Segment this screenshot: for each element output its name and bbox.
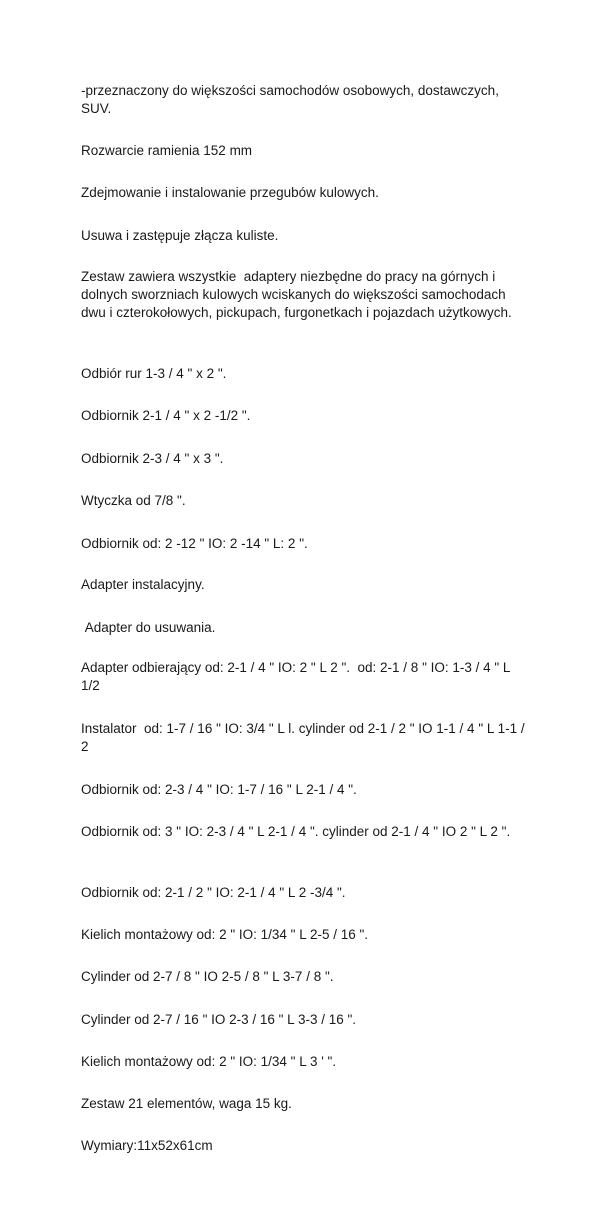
paragraph-item-3: Odbiornik 2-3 / 4 " x 3 ".	[81, 451, 224, 466]
paragraph-kit-summary: Zestaw 21 elementów, waga 15 kg.	[81, 1096, 292, 1111]
paragraph-item-5: Odbiornik od: 2 -12 " IO: 2 -14 " L: 2 ".	[81, 536, 308, 551]
paragraph-kit-contents: Zestaw zawiera wszystkie adaptery niezbędne do pracy na górnych i dolnych sworzniach kulowych wciskanych do większości samochodach dwu i czterokołowych, pickupach, furgonetkach i pojazdach użytkowych.	[81, 269, 512, 320]
paragraph-removal-install: Zdejmowanie i instalowanie przegubów kulowych.	[81, 185, 379, 200]
paragraph-dimensions: Wymiary:11x52x61cm	[81, 1138, 213, 1153]
paragraph-item-4: Wtyczka od 7/8 ".	[81, 493, 186, 508]
paragraph-item-15: Cylinder od 2-7 / 16 " IO 2-3 / 16 " L 3-3 / 16 ".	[81, 1012, 357, 1027]
paragraph-purpose: -przeznaczony do większości samochodów osobowych, dostawczych, SUV.	[81, 83, 503, 116]
paragraph-replaces-joints: Usuwa i zastępuje złącza kuliste.	[81, 228, 279, 243]
paragraph-item-2: Odbiornik 2-1 / 4 " x 2 -1/2 ".	[81, 408, 251, 423]
paragraph-item-10: Odbiornik od: 2-3 / 4 " IO: 1-7 / 16 " L 2-1 / 4 ".	[81, 782, 357, 797]
paragraph-item-13: Kielich montażowy od: 2 " IO: 1/34 " L 2-5 / 16 ".	[81, 927, 369, 942]
paragraph-item-12: Odbiornik od: 2-1 / 2 " IO: 2-1 / 4 " L 2 -3/4 ".	[81, 885, 346, 900]
paragraph-item-1: Odbiór rur 1-3 / 4 " x 2 ".	[81, 366, 227, 381]
paragraph-item-16: Kielich montażowy od: 2 " IO: 1/34 " L 3 ' ".	[81, 1054, 337, 1069]
paragraph-item-14: Cylinder od 2-7 / 8 " IO 2-5 / 8 " L 3-7 / 8 ".	[81, 969, 334, 984]
paragraph-item-8: Adapter odbierający od: 2-1 / 4 " IO: 2 " L 2 ". od: 2-1 / 8 " IO: 1-3 / 4 " L 1/2	[81, 660, 514, 693]
paragraph-item-7: Adapter do usuwania.	[81, 620, 216, 635]
paragraph-item-9: Instalator od: 1-7 / 16 " IO: 3/4 " L l. cylinder od 2-1 / 2 " IO 1-1 / 4 " L 1-1 / 2	[81, 721, 529, 754]
paragraph-item-11: Odbiornik od: 3 " IO: 2-3 / 4 " L 2-1 / 4 ". cylinder od 2-1 / 4 " IO 2 " L 2 ".	[81, 824, 511, 839]
paragraph-arm-spread: Rozwarcie ramienia 152 mm	[81, 143, 253, 158]
paragraph-item-6: Adapter instalacyjny.	[81, 577, 205, 592]
